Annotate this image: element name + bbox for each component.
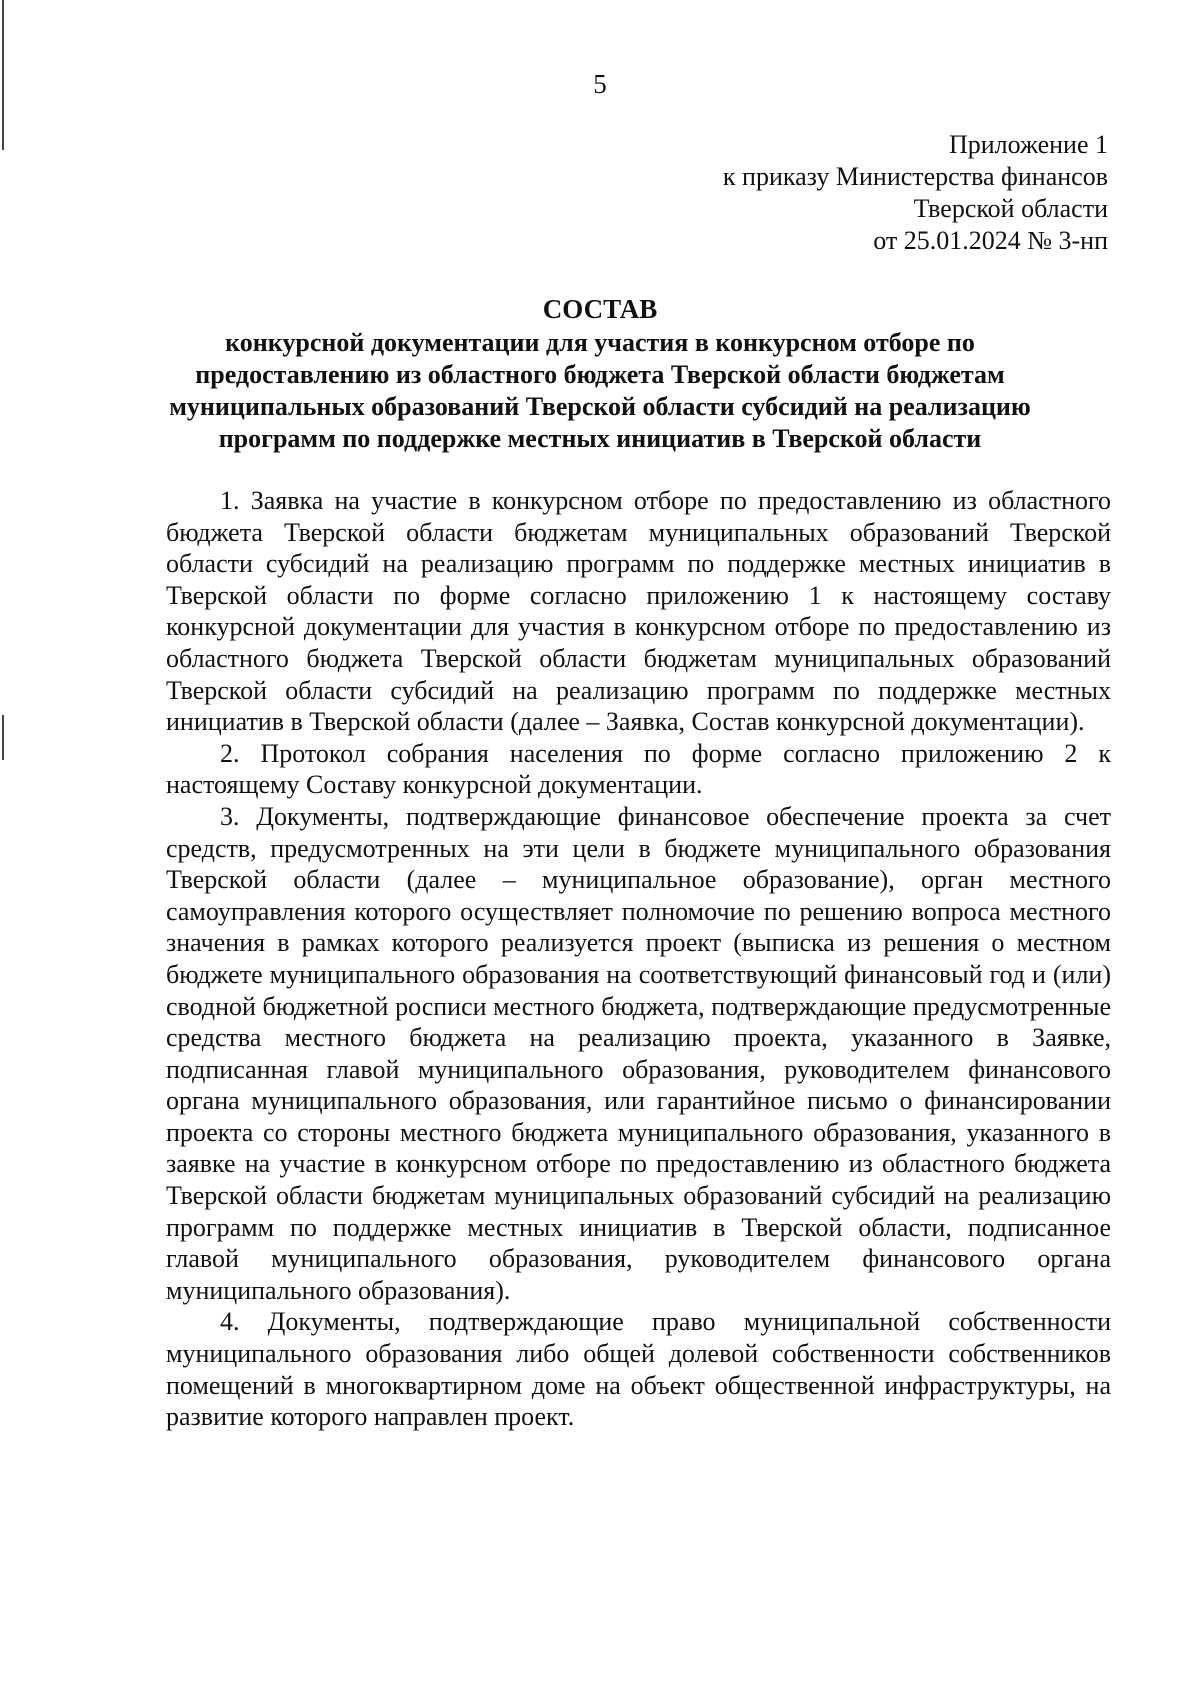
list-item: 1. Заявка на участие в конкурсном отборе по предоставлению из областного бюджета Тверской области бюджетам муниципальных образований Тверской области субсидий на реализацию программ по поддержке местных инициатив в Тверской области по форме согласно приложению 1 к настоящему составу конкурсной документации для участия в конкурсном отборе по предоставлению из областного бюджета Тверской области бюджетам муниципальных образований Тверской области субсидий на реализацию программ по поддержке местных инициатив в Тверской области (далее – Заявка, Состав конкурсной документации). xyxy=(166,486,1111,737)
title-subtitle-line: муниципальных образований Тверской области субсидий на реализацию xyxy=(169,392,1031,421)
appendix-line: к приказу Министерства финансов xyxy=(722,162,1108,191)
appendix-line: Тверской области xyxy=(913,194,1108,223)
title-subtitle-line: конкурсной документации для участия в конкурсном отборе по xyxy=(225,328,975,357)
page-number: 5 xyxy=(593,69,607,99)
appendix-line: от 25.01.2024 № 3-нп xyxy=(873,226,1108,255)
appendix-reference xyxy=(508,129,1108,257)
list-item: 3. Документы, подтверждающие финансовое обеспечение проекта за счет средств, предусмотренных на эти цели в бюджете муниципального образования Тверской области (далее – муниципальное образование), орган местного самоуправления которого осуществляет полномочие по решению вопроса местного значения в рамках которого реализуется проект (выписка из решения о местном бюджете муниципального образования на соответствующий финансовый год и (или) сводной бюджетной росписи местного бюджета, подтверждающие предусмотренные средства местного бюджета на реализацию проекта, указанного в Заявке, подписанная главой муниципального образования, руководителем финансового органа муниципального образования, или гарантийное письмо о финансировании проекта со стороны местного бюджета муниципального образования, указанного в заявке на участие в конкурсном отборе по предоставлению из областного бюджета Тверской области бюджетам муниципальных образований субсидий на реализацию программ по поддержке местных инициатив в Тверской области, подписанное главой муниципального образования, руководителем финансового органа муниципального образования). xyxy=(166,801,1111,1305)
title-heading: СОСТАВ xyxy=(542,294,658,324)
scan-edge-mark xyxy=(2,715,4,760)
list-item: 4. Документы, подтверждающие право муниципальной собственности муниципального образования либо общей долевой собственности собственников помещений в многоквартирном доме на объект общественной инфраструктуры, на развитие которого направлен проект. xyxy=(166,1307,1111,1432)
title-subtitle-line: предоставлению из областного бюджета Тверской области бюджетам xyxy=(195,360,1005,389)
scan-edge-mark xyxy=(2,0,4,150)
document-title xyxy=(130,293,1070,455)
document-body xyxy=(166,485,1111,1433)
list-item: 2. Протокол собрания населения по форме согласно приложению 2 к настоящему Составу конкурсной документации. xyxy=(166,738,1111,800)
title-subtitle-line: программ по поддержке местных инициатив в Тверской области xyxy=(218,424,982,453)
title-subtitle xyxy=(130,327,1070,455)
appendix-line: Приложение 1 xyxy=(948,130,1108,159)
